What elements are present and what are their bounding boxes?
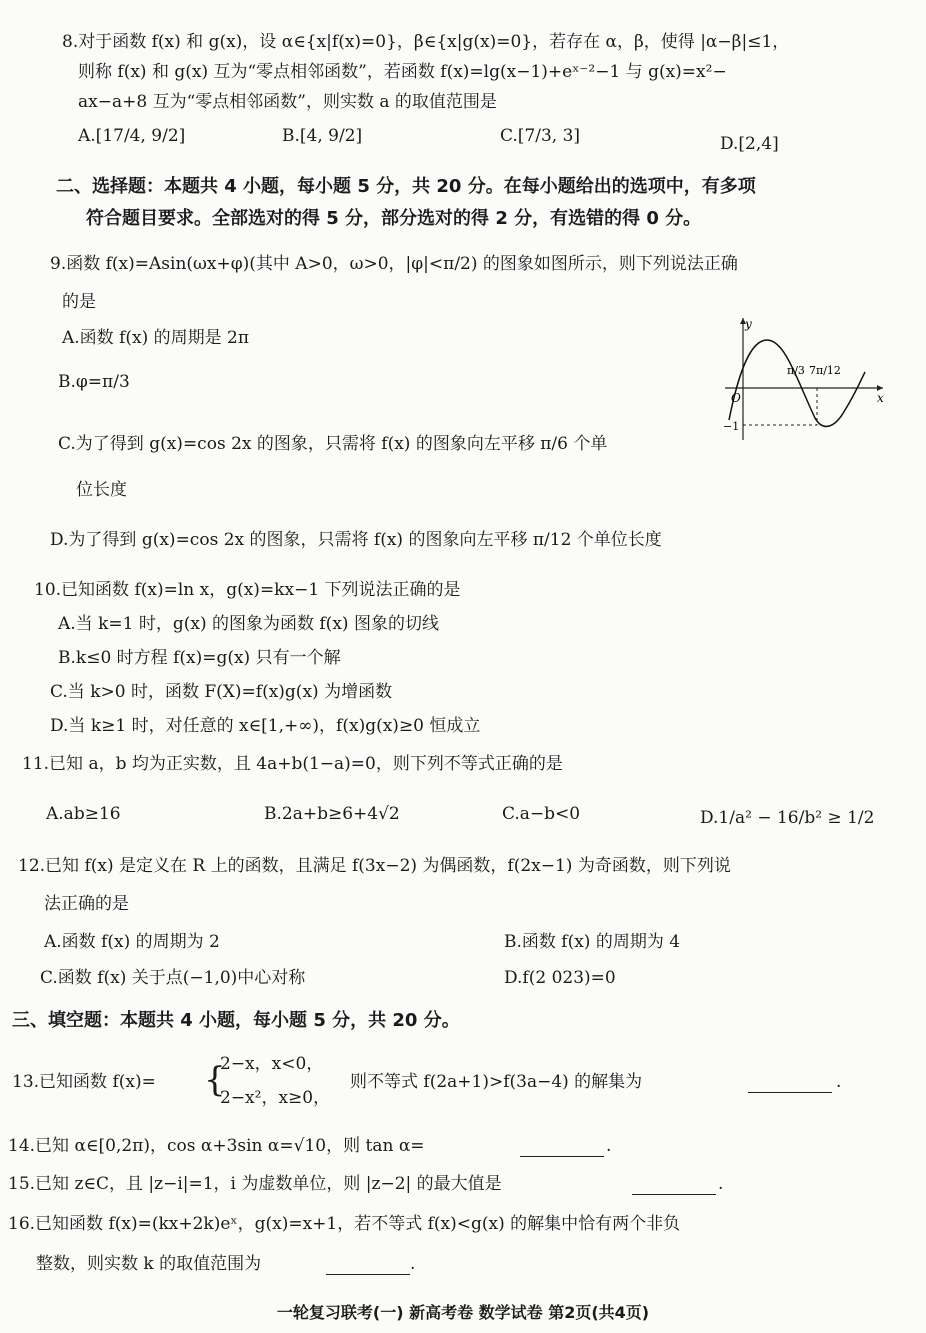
origin-label: O <box>731 391 741 405</box>
q10-option-c: C.当 k>0 时，函数 F(X)=f(x)g(x) 为增函数 <box>50 682 393 702</box>
q15-text: 15.已知 z∈C，且 |z−i|=1，i 为虚数单位，则 |z−2| 的最大值是 <box>8 1174 502 1194</box>
q8-option-d: D.[2,4] <box>720 134 779 154</box>
q12-line1: 12.已知 f(x) 是定义在 R 上的函数，且满足 f(3x−2) 为偶函数，f(2x−1) 为奇函数，则下列说 <box>18 856 731 876</box>
q13-brace: { <box>204 1060 226 1100</box>
q10-option-b: B.k≤0 时方程 f(x)=g(x) 只有一个解 <box>58 648 341 668</box>
q13-answer-blank[interactable] <box>748 1074 832 1093</box>
q10-option-a: A.当 k=1 时，g(x) 的图象为函数 f(x) 图象的切线 <box>58 614 439 634</box>
q16-end: . <box>410 1254 416 1274</box>
q12-option-a: A.函数 f(x) 的周期为 2 <box>44 932 220 952</box>
q10-line1: 10.已知函数 f(x)=ln x，g(x)=kx−1 下列说法正确的是 <box>34 580 461 600</box>
q16-line2: 整数，则实数 k 的取值范围为 <box>36 1254 262 1274</box>
q13-case2: 2−x²，x≥0， <box>220 1088 331 1108</box>
sine-curve <box>729 340 865 426</box>
q9-option-c-cont: 位长度 <box>76 480 127 500</box>
sine-graph <box>705 310 895 450</box>
q9-line1: 9.函数 f(x)=Asin(ωx+φ)(其中 A>0，ω>0，|φ|<π/2) 的图象如图所示，则下列说法正确 <box>50 254 738 274</box>
q14-end: . <box>606 1136 612 1156</box>
tick-7pi-12: 7π/12 <box>809 364 841 377</box>
q11-line1: 11.已知 a，b 均为正实数，且 4a+b(1−a)=0，则下列不等式正确的是 <box>22 754 563 774</box>
q8-line3: ax−a+8 互为“零点相邻函数”，则实数 a 的取值范围是 <box>78 92 497 112</box>
q12-option-d: D.f(2 023)=0 <box>504 968 616 988</box>
tick-pi-3: π/3 <box>787 364 805 377</box>
q8-option-c: C.[7/3, 3] <box>500 126 581 146</box>
q13-prefix: 13.已知函数 f(x)= <box>12 1072 156 1092</box>
q9-option-b: B.φ=π/3 <box>58 372 130 392</box>
q15-answer-blank[interactable] <box>632 1176 716 1195</box>
q13-case1: 2−x，x<0， <box>220 1054 324 1074</box>
q14-text: 14.已知 α∈[0,2π)，cos α+3sin α=√10，则 tan α= <box>8 1136 425 1156</box>
y-label: y <box>745 317 752 331</box>
q12-option-b: B.函数 f(x) 的周期为 4 <box>504 932 681 952</box>
q11-option-a: A.ab≥16 <box>46 804 121 824</box>
section2-line1: 二、选择题：本题共 4 小题，每小题 5 分，共 20 分。在每小题给出的选项中，有多项 <box>56 176 756 197</box>
q11-option-b: B.2a+b≥6+4√2 <box>264 804 400 824</box>
q9-option-a: A.函数 f(x) 的周期是 2π <box>62 328 250 348</box>
section2-line2: 符合题目要求。全部选对的得 5 分，部分选对的得 2 分，有选错的得 0 分。 <box>86 208 702 229</box>
section3-title: 三、填空题：本题共 4 小题，每小题 5 分，共 20 分。 <box>12 1010 460 1031</box>
q9-option-c: C.为了得到 g(x)=cos 2x 的图象，只需将 f(x) 的图象向左平移 π/6 个单 <box>58 434 608 454</box>
q16-answer-blank[interactable] <box>326 1256 410 1275</box>
q8-option-b: B.[4, 9/2] <box>282 126 363 146</box>
q9-option-d: D.为了得到 g(x)=cos 2x 的图象，只需将 f(x) 的图象向左平移 π/12 个单位长度 <box>50 530 662 550</box>
q11-option-d: D.1/a² − 16/b² ≥ 1/2 <box>700 808 875 828</box>
q10-option-d: D.当 k≥1 时，对任意的 x∈[1,+∞)，f(x)g(x)≥0 恒成立 <box>50 716 481 736</box>
q8-line1: 8.对于函数 f(x) 和 g(x)，设 α∈{x|f(x)=0}，β∈{x|g(x)=0}，若存在 α，β，使得 |α−β|≤1， <box>62 32 790 52</box>
q8-line2: 则称 f(x) 和 g(x) 互为“零点相邻函数”，若函数 f(x)=lg(x−1)+eˣ⁻²−1 与 g(x)=x²− <box>78 62 727 82</box>
q13-end: . <box>836 1072 842 1092</box>
q8-option-a: A.[17/4, 9/2] <box>78 126 186 146</box>
q14-answer-blank[interactable] <box>520 1138 604 1157</box>
page-footer: 一轮复习联考(一) 新高考卷 数学试卷 第2页(共4页) <box>276 1303 650 1322</box>
q13-suffix: 则不等式 f(2a+1)>f(3a−4) 的解集为 <box>350 1072 643 1092</box>
q11-option-c: C.a−b<0 <box>502 804 581 824</box>
q12-option-c: C.函数 f(x) 关于点(−1,0)中心对称 <box>40 968 306 988</box>
q12-line2: 法正确的是 <box>44 894 129 914</box>
x-label: x <box>877 391 884 405</box>
q16-line1: 16.已知函数 f(x)=(kx+2k)eˣ，g(x)=x+1，若不等式 f(x)<g(x) 的解集中恰有两个非负 <box>8 1214 681 1234</box>
q9-line2: 的是 <box>62 292 96 312</box>
q15-end: . <box>718 1174 724 1194</box>
min-label: −1 <box>723 420 740 433</box>
